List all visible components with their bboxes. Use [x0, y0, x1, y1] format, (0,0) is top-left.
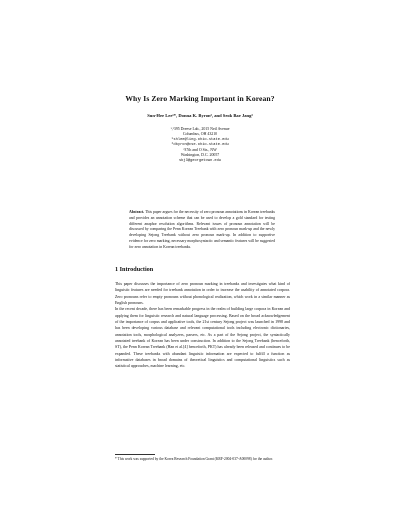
affiliations [0, 127, 400, 164]
affiliation-line: Washington, D.C. 20057 [180, 153, 220, 158]
paper-title: Why Is Zero Marking Important in Korean? [125, 94, 275, 103]
email-address[interactable]: sbj3@georgetown.edu [178, 158, 222, 163]
affiliation-line: ¹,²395 Dreese Lab., 2015 Neil Avenue [170, 127, 230, 131]
paragraph: In the recent decade, there has been remarkable progress in the realm of building large corpora in Korean and applying them for linguistic research and natural language processing. Based on the broad acknowledgement of the importance of corpus and applicative tools, the 21st century Sejong project was launched in 1998 and has been developing various database and relevant computational tools including electronic dictionaries, annotation tools, morphological analyzers, parsers, etc. As a part of the Sejong project, the syntactically annotated treebank of Korean has been under construction. In addition to the Sejong Treebank (henceforth, ST), the Penn Korean Treebank (Han et al.[4] henceforth, PKT) has already been released and continues to be expanded. These treebanks with abundant linguistic information are expected to fulfill a function as informative databases in broad domains of theoretical linguistics and computational linguistics such as statistical approaches, machine learning, etc. [115, 306, 290, 369]
paragraph: This paper discusses the importance of zero pronoun marking in treebanks and investigates what kind of linguistic features are needed for treebank annotation in order to increase the usability of annotated corpora. Zero pronouns refer to empty pronouns without phonological realization, which work in a similar manner as English pronouns. [115, 281, 290, 306]
email-address[interactable]: ¹shlee@ling.ohio-state.edu [171, 137, 229, 142]
affiliation-line: Columbus, OH 43210 [182, 132, 218, 137]
footnote-rule [115, 454, 155, 455]
footnote: * This work was supported by the Korea Research Foundation Grant (KRF-2004-037-A00098) for the author. [115, 457, 273, 461]
abstract-text: This paper argues for the necessity of zero pronoun annotations in Korean treebanks and provides an annotation scheme that can be used to develop a gold standard for testing different anaphor resolution algorithms. Relevant issues of pronoun annotation will be discussed by comparing the Penn Korean Treebank with zero pronoun mark-up and the newly developing Sejong Treebank without zero pronoun mark-up. In addition to supportive evidence for zero marking, necessary morphosyntactic and semantic features will be suggested for zero annotation in Korean treebanks. [129, 210, 275, 249]
abstract-label: Abstract. [129, 210, 145, 214]
email-address[interactable]: ²dbyron@cse.ohio-state.edu [171, 142, 229, 147]
author-list: Sun-Hee Lee¹*, Donna K. Byron², and Seok Bae Jang³ [147, 113, 253, 118]
abstract [129, 210, 275, 250]
body-text [115, 281, 290, 370]
affiliation-line: ³37th and O Sts., NW [183, 148, 217, 153]
section-heading: 1 Introduction [115, 266, 154, 273]
